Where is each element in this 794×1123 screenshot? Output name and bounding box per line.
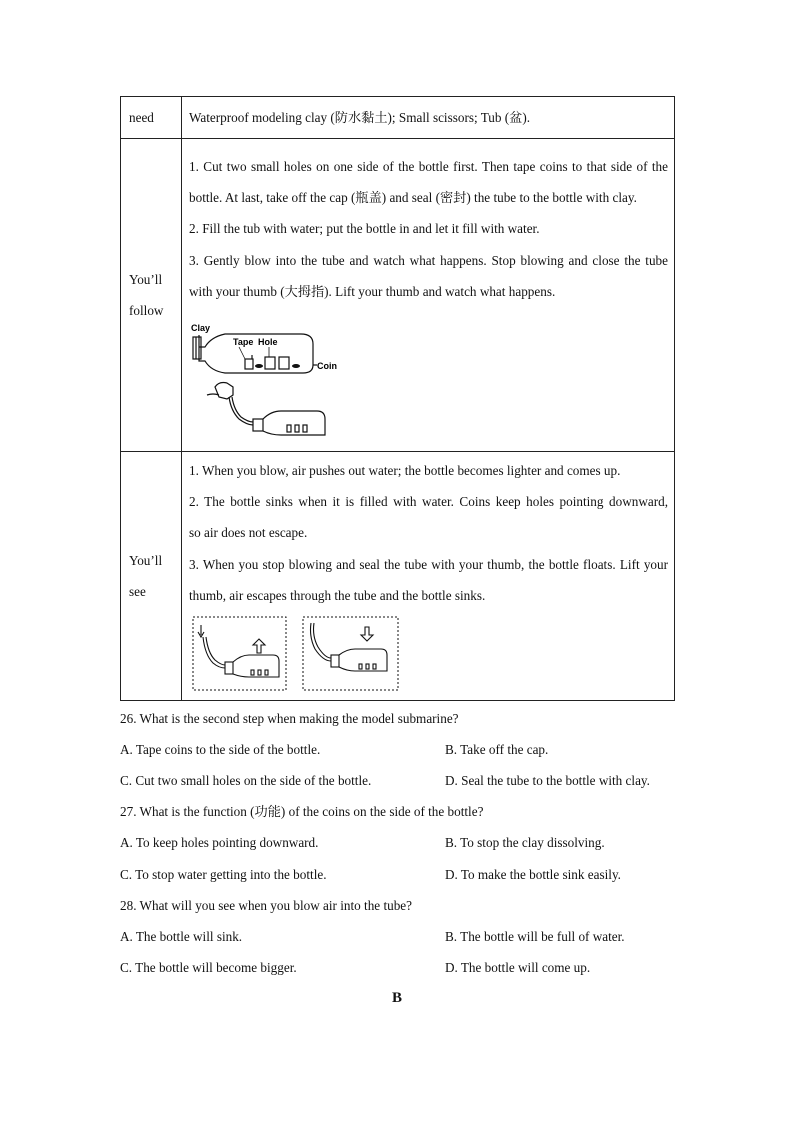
see-label [121,452,182,701]
table-row-see [121,452,675,701]
see-label-line-2: see [129,584,146,599]
section-heading: B [391,990,402,1006]
see-line: so air does not escape. [189,525,308,541]
experiment-table [120,96,675,701]
see-line: 1. When you blow, air pushes out water; the bottle becomes lighter and comes up. [189,462,621,478]
question-26-option-c[interactable]: C. Cut two small holes on the side of the bottle. [120,773,372,788]
question-28-option-c[interactable]: C. The bottle will become bigger. [120,960,297,975]
see-label-line-1: You’ll [129,553,163,568]
question-28-stem: 28. What will you see when you blow air into the tube? [120,898,413,913]
question-28-option-b[interactable]: B. The bottle will be full of water. [445,929,625,944]
question-27-option-c[interactable]: C. To stop water getting into the bottle. [120,867,327,882]
see-results [182,452,675,701]
follow-line: bottle. At last, take off the cap (瓶盖) and seal (密封) the tube to the bottle with clay. [189,190,637,206]
hole-dots [255,364,300,368]
follow-line: 2. Fill the tub with water; put the bottle in and let it fill with water. [189,221,540,237]
question-27-stem: 27. What is the function (功能) of the coins on the side of the bottle? [120,804,484,819]
clay-label: Clay [191,323,211,333]
see-line: 3. When you stop blowing and seal the tube with your thumb, the bottle floats. Lift your [189,556,668,572]
follow-steps [182,139,675,452]
follow-line: 3. Gently blow into the tube and watch what happens. Stop blowing and close the tube [189,252,668,268]
result-figures [189,615,409,697]
follow-line: with your thumb (大拇指). Lift your thumb and watch what happens. [189,283,556,299]
question-27-option-d[interactable]: D. To make the bottle sink easily. [445,867,621,882]
question-26-stem: 26. What is the second step when making the model submarine? [120,711,459,726]
see-line: 2. The bottle sinks when it is filled with water. Coins keep holes pointing downward, [189,494,668,510]
question-28-option-a[interactable]: A. The bottle will sink. [120,929,243,944]
table-row-follow [121,139,675,452]
bottle-rises-panel [193,617,286,690]
bottle-setup-figure [189,307,349,439]
bottle-sinks-panel [303,617,398,690]
need-text [182,97,675,139]
see-line: thumb, air escapes through the tube and the bottle sinks. [189,587,486,603]
follow-label [121,139,182,452]
tape-label: Tape [233,337,254,347]
question-27-option-b[interactable]: B. To stop the clay dissolving. [445,835,605,850]
question-28-option-d[interactable]: D. The bottle will come up. [445,960,591,975]
need-label: need [121,97,182,139]
question-27-option-a[interactable]: A. To keep holes pointing downward. [120,835,319,850]
question-26-option-d[interactable]: D. Seal the tube to the bottle with clay. [445,773,650,788]
need-line: Waterproof modeling clay (防水黏土); Small scissors; Tub (盆). [189,109,531,125]
follow-line: 1. Cut two small holes on one side of the bottle first. Then tape coins to that side of the [189,158,668,174]
follow-label-line-1: You’ll [129,272,163,287]
coin-label: Coin [317,361,337,371]
hole-label: Hole [258,337,278,347]
hand-tube-bottle-illustration [207,383,325,436]
follow-label-line-2: follow [129,303,164,318]
question-26-option-b[interactable]: B. Take off the cap. [445,742,549,757]
question-26-option-a[interactable]: A. Tape coins to the side of the bottle. [120,742,321,757]
table-row-need [121,97,675,139]
